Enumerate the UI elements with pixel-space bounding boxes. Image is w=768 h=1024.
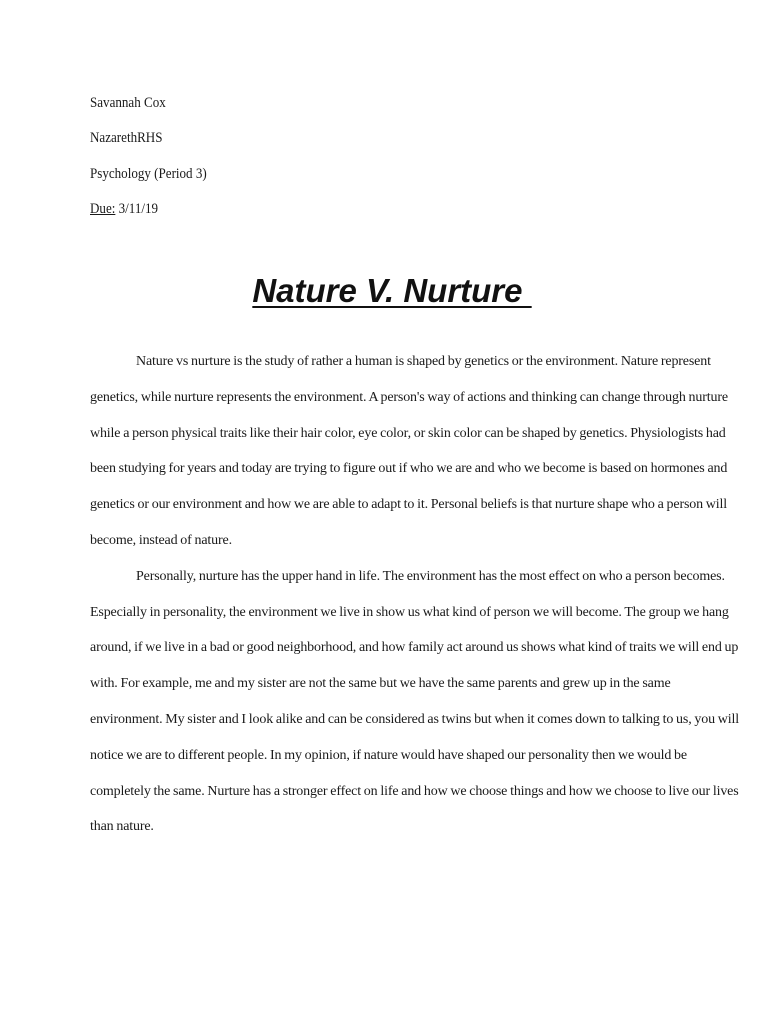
course-name: Psychology (Period 3) [90, 166, 207, 182]
paragraph-2: Personally, nurture has the upper hand in life. The environment has the most effect on who a person becomes. Especially in personality, the environment we live in show us what kind of person we will become. The group we hang around, if we live in a bad or good neighborhood, and how family act around us shows what kind of traits we will end up with. For example, me and my sister are not the same but we have the same parents and grew up in the same environment. My sister and I look alike and can be considered as twins but when it comes down to talking to us, you will notice we are to different people. In my opinion, if nature would have shaped our personality then we would be completely the same. Nurture has a stronger effect on life and how we choose things and how we choose to live our lives than nature. [90, 568, 739, 835]
school-name: NazarethRHS [90, 130, 163, 146]
due-date: 3/11/19 [115, 201, 159, 217]
due-line [90, 200, 158, 218]
essay-body [90, 344, 743, 845]
essay-title: Nature V. Nurture [252, 272, 532, 309]
author-name: Savannah Cox [90, 95, 166, 111]
paragraph-1: Nature vs nurture is the study of rather a human is shaped by genetics or the environment. Nature represent genetics, while nurture represents the environment. A person's way of actions and thinking can change through nurture while a person physical traits like their hair color, eye color, or skin color can be shaped by genetics. Physiologists had been studying for years and today are trying to figure out if who we are and who we become is based on hormones and genetics or our environment and how we are able to adapt to it. Personal beliefs is that nurture shape who a person will become, instead of nature. [90, 354, 728, 548]
due-label: Due: [90, 201, 116, 217]
